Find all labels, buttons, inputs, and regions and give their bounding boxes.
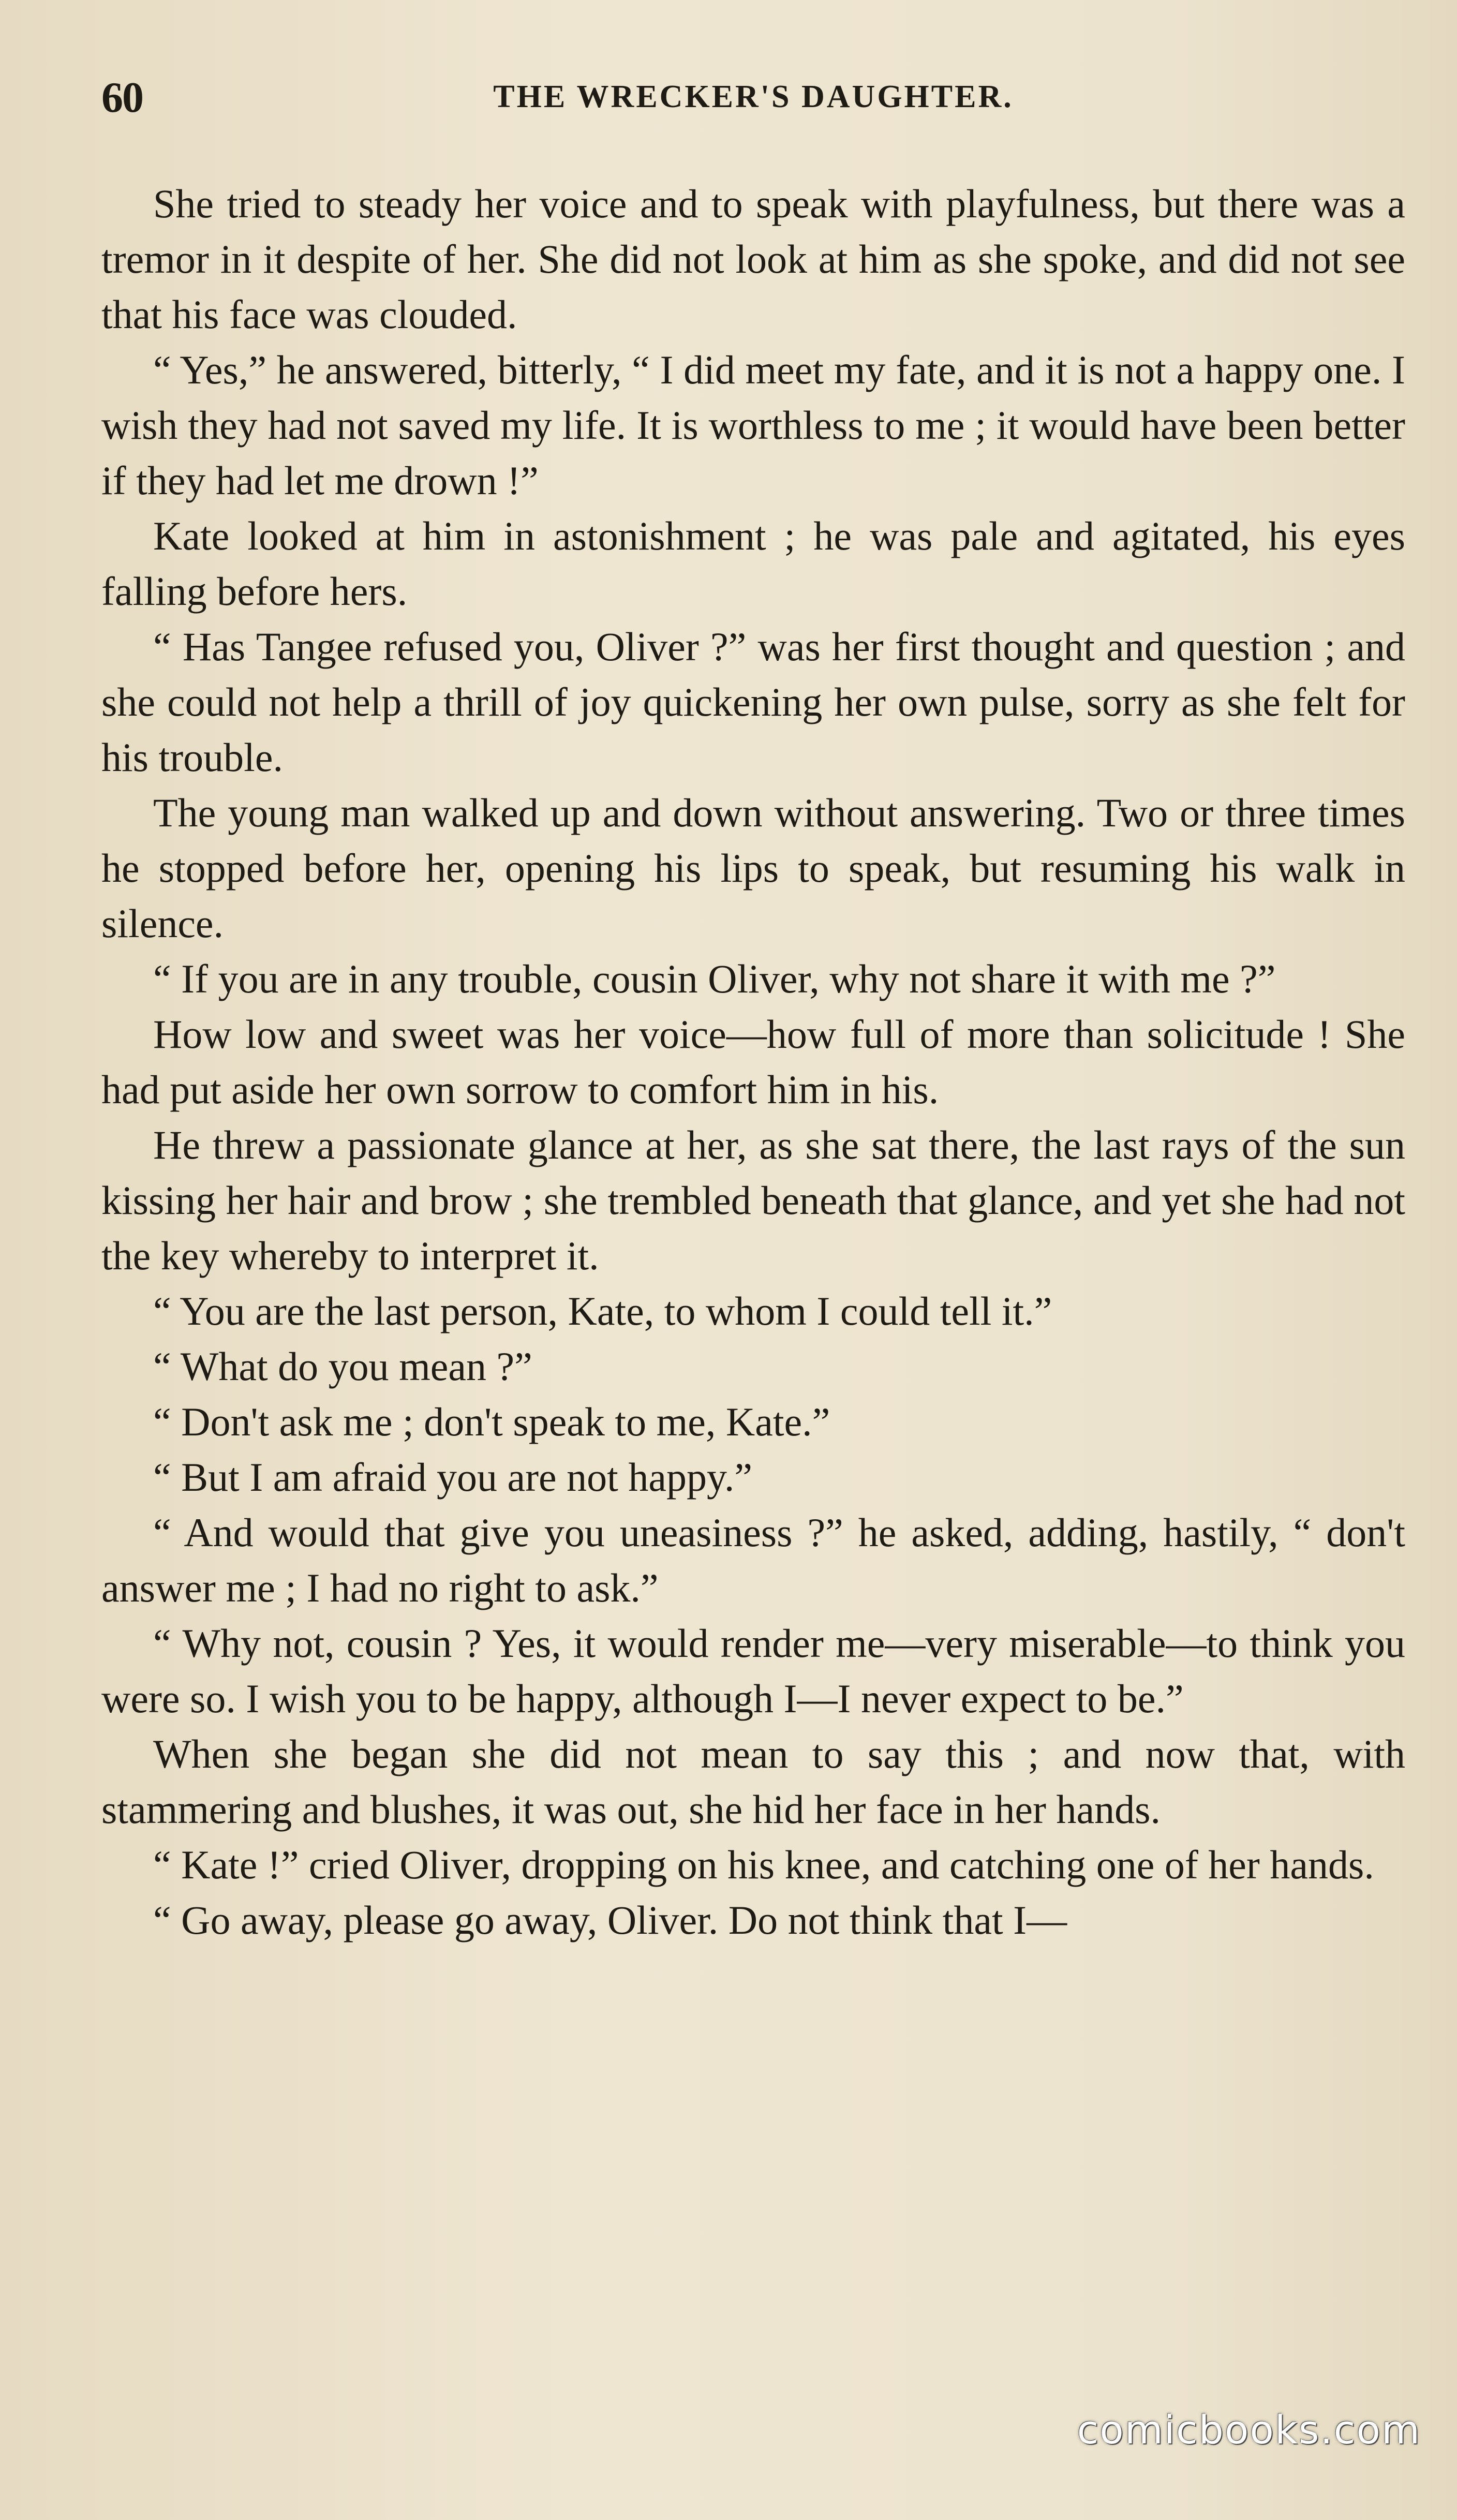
paragraph: The young man walked up and down without answering. Two or three times he stopped before her, opening his lips to speak, but resuming his walk in silence. [101, 790, 1405, 946]
watermark: comicbooks.com [1077, 2407, 1421, 2453]
page-header [101, 72, 1405, 129]
page-number: 60 [101, 73, 143, 122]
paragraph: Kate looked at him in astonishment ; he was pale and agitated, his eyes falling before hers. [101, 513, 1405, 614]
paragraph: He threw a passionate glance at her, as she sat there, the last rays of the sun kissing her hair and brow ; she trembled beneath that glance, and yet she had not the key whereby to interpret it. [101, 1122, 1405, 1278]
paragraph: “ Don't ask me ; don't speak to me, Kate.” [153, 1399, 830, 1444]
paragraph: How low and sweet was her voice—how full of more than solicitude ! She had put aside her own sorrow to comfort him in his. [101, 1012, 1405, 1112]
paragraph: “ Has Tangee refused you, Oliver ?” was her first thought and question ; and she could not help a thrill of joy quickening her own pulse, sorry as she felt for his trouble. [101, 624, 1405, 780]
paragraph: “ And would that give you uneasiness ?” he asked, adding, hastily, “ don't answer me ; I had no right to ask.” [101, 1510, 1405, 1610]
running-title: THE WRECKER'S DAUGHTER. [493, 79, 1014, 114]
paragraph: “ Go away, please go away, Oliver. Do not think that I— [153, 1898, 1067, 1943]
paragraph: When she began she did not mean to say this ; and now that, with stammering and blushes, it was out, she hid her face in her hands. [101, 1731, 1405, 1832]
paragraph: “ Why not, cousin ? Yes, it would render me—very miserable—to think you were so. I wish you to be happy, although I—I never expect to be.” [101, 1621, 1405, 1721]
paragraph: “ You are the last person, Kate, to whom I could tell it.” [153, 1288, 1052, 1333]
paragraph: “ What do you mean ?” [153, 1344, 532, 1389]
body-text [101, 176, 1405, 1948]
paragraph: “ But I am afraid you are not happy.” [153, 1455, 753, 1500]
paragraph: “ Yes,” he answered, bitterly, “ I did meet my fate, and it is not a happy one. I wish they had not saved my life. It is worthless to me ; it would have been better if they had let me drown !” [101, 347, 1405, 503]
paragraph: She tried to steady her voice and to speak with playfulness, but there was a tremor in it despite of her. She did not look at him as she spoke, and did not see that his face was clouded. [101, 181, 1405, 337]
paragraph: “ If you are in any trouble, cousin Oliver, why not share it with me ?” [153, 956, 1276, 1001]
paragraph: “ Kate !” cried Oliver, dropping on his knee, and catching one of her hands. [153, 1842, 1374, 1887]
